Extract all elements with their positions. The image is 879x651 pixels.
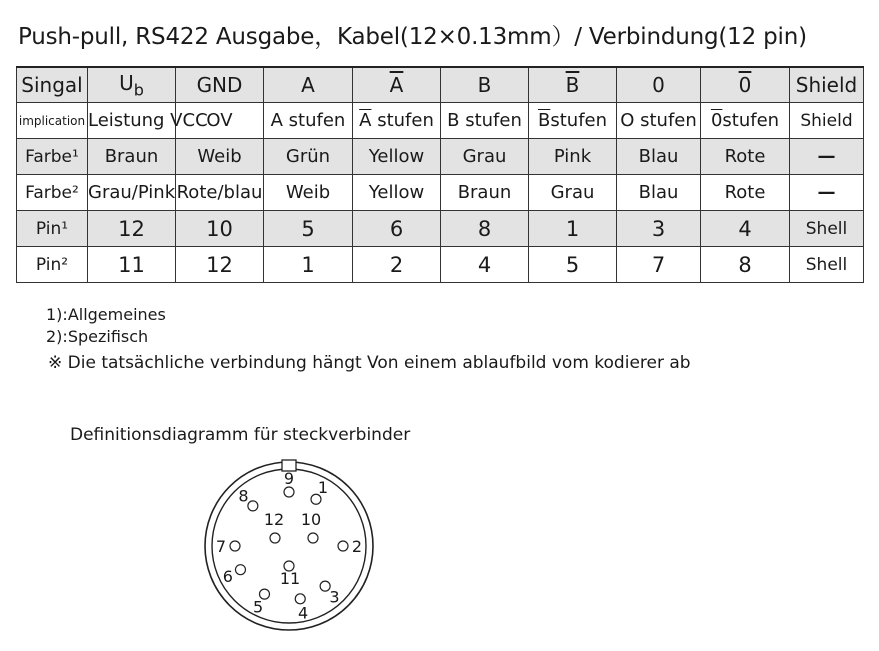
pin-12-label: 12	[263, 510, 285, 529]
farbe2-cell-6: Blau	[617, 175, 701, 211]
cell-text: B	[477, 73, 492, 97]
inverted-signal: $\overline{B}$	[565, 73, 580, 97]
implication-cell-2	[264, 103, 353, 139]
farbe2-cell-3: Yellow	[353, 175, 441, 211]
row-label-farbe1: Farbe¹	[17, 139, 88, 175]
row-label-pin1: Pin¹	[17, 211, 88, 247]
farbe2-cell-5: Grau	[529, 175, 617, 211]
page-title: Push-pull, RS422 Ausgabe，Kabel(12×0.13mm）/ Verbindung(12 pin)	[18, 24, 807, 50]
implication-cell-7	[701, 103, 790, 139]
farbe1-cell-1: Weib	[176, 139, 264, 175]
header-cell-6	[617, 67, 701, 103]
pin1-cell-1: 10	[176, 211, 264, 247]
pin-9-label: 9	[283, 469, 295, 488]
pin2-cell-5: 5	[529, 247, 617, 283]
cell-text: Shield	[800, 110, 853, 131]
cell-text: 0	[652, 73, 665, 97]
pin-8-contact	[248, 501, 258, 511]
farbe1-cell-3: Yellow	[353, 139, 441, 175]
implication-cell-5	[529, 103, 617, 139]
pin-8-label: 8	[238, 486, 249, 506]
connector-pins	[216, 469, 362, 623]
pin-6-label: 6	[222, 566, 233, 586]
pin1-cell-6: 3	[617, 211, 701, 247]
pin2-cell-2: 1	[264, 247, 353, 283]
implication-cell-8	[790, 103, 864, 139]
row-label-pin2: Pin²	[17, 247, 88, 283]
header-cell-4	[441, 67, 529, 103]
pin-9-contact	[284, 487, 294, 497]
farbe1-cell-2: Grün	[264, 139, 353, 175]
farbe1-cell-4: Grau	[441, 139, 529, 175]
pin1-cell-8: Shell	[790, 211, 864, 247]
row-label-farbe2: Farbe²	[17, 175, 88, 211]
diagram-title: Definitionsdiagramm für steckverbinder	[70, 425, 411, 445]
farbe1-cell-5: Pink	[529, 139, 617, 175]
header-cell-7	[701, 67, 790, 103]
farbe1-cell-8: —	[790, 139, 864, 175]
cell-text: Shield	[795, 73, 858, 97]
pin-6-contact	[235, 565, 245, 575]
note-spezifisch: 2):Spezifisch	[46, 327, 149, 346]
pin-2-label: 2	[351, 537, 363, 556]
pin-4-contact	[295, 594, 305, 604]
pin2-cell-3: 2	[353, 247, 441, 283]
pin1-cell-4: 8	[441, 211, 529, 247]
note-allgemeines: 1):Allgemeines	[46, 305, 166, 324]
header-cell-0	[88, 67, 176, 103]
connector-diagram	[200, 455, 390, 645]
implication-cell-0	[88, 103, 208, 139]
cell-text: GND	[196, 73, 243, 97]
implication-cell-6	[617, 103, 701, 139]
pin-11-label: 11	[279, 569, 301, 588]
pin2-cell-7: 8	[701, 247, 790, 283]
cell-text: stufen	[371, 110, 434, 131]
inverted-signal: $\overline{B}$	[537, 110, 551, 131]
signal-symbol: U	[119, 70, 134, 95]
pin-5-label: 5	[253, 597, 264, 617]
pin2-cell-1: 12	[176, 247, 264, 283]
inverted-signal: $\overline{A}$	[389, 73, 404, 97]
pin1-cell-3: 6	[353, 211, 441, 247]
pin2-cell-8: Shell	[790, 247, 864, 283]
footnotes	[46, 304, 691, 374]
farbe1-cell-0: Braun	[88, 139, 176, 175]
header-cell-3	[353, 67, 441, 103]
farbe1-cell-7: Rote	[701, 139, 790, 175]
pin-7-label: 7	[215, 537, 227, 556]
pin1-cell-5: 1	[529, 211, 617, 247]
pin-assignment-table	[16, 66, 864, 283]
inverted-signal: 0	[710, 110, 723, 131]
implication-cell-3	[353, 103, 441, 139]
pin-2-contact	[338, 541, 348, 551]
implication-cell-4	[441, 103, 529, 139]
header-cell-1	[176, 67, 264, 103]
pin-10-label: 10	[300, 510, 322, 529]
farbe2-cell-2: Weib	[264, 175, 353, 211]
pin1-cell-0: 12	[88, 211, 176, 247]
pin1-cell-2: 5	[264, 211, 353, 247]
pin-7-contact	[230, 541, 240, 551]
farbe2-cell-8: —	[790, 175, 864, 211]
farbe2-cell-0: Grau/Pink	[88, 175, 176, 211]
cell-text: B stufen	[447, 110, 522, 131]
row-farbe2	[17, 175, 864, 211]
pin2-cell-0: 11	[88, 247, 176, 283]
cell-text: Leistung VCC	[88, 110, 208, 131]
row-pin1	[17, 211, 864, 247]
pin-10-contact	[308, 533, 318, 543]
row-implication	[17, 103, 864, 139]
row-label-header: Singal	[17, 67, 88, 103]
farbe2-cell-7: Rote	[701, 175, 790, 211]
cell-text: A	[301, 73, 315, 97]
header-cell-5	[529, 67, 617, 103]
note-connection-disclaimer: ※ Die tatsächliche verbindung hängt Von einem ablaufbild vom kodierer ab	[48, 353, 691, 373]
cell-text: stufen	[550, 110, 608, 131]
row-pin2	[17, 247, 864, 283]
cell-text: A stufen	[270, 110, 346, 131]
pin-1-label: 1	[317, 478, 329, 498]
header-cell-2	[264, 67, 353, 103]
inverted-signal: 0	[738, 73, 752, 97]
pin2-cell-4: 4	[441, 247, 529, 283]
farbe1-cell-6: Blau	[617, 139, 701, 175]
pin-12-contact	[270, 533, 280, 543]
header-cell-8	[790, 67, 864, 103]
signal-subscript: b	[133, 80, 144, 100]
row-farbe1	[17, 139, 864, 175]
pin1-cell-7: 4	[701, 211, 790, 247]
pin-3-label: 3	[329, 587, 340, 607]
pin-4-label: 4	[298, 603, 309, 623]
inverted-signal: $\overline{A}$	[359, 110, 372, 131]
cell-text: stufen	[722, 110, 780, 131]
cell-text: O stufen	[620, 110, 697, 131]
row-label-implication: implication	[17, 103, 88, 139]
farbe2-cell-4: Braun	[441, 175, 529, 211]
row-signal	[17, 67, 864, 103]
cell-text: OV	[206, 110, 233, 131]
farbe2-cell-1: Rote/blau	[176, 175, 264, 211]
pin2-cell-6: 7	[617, 247, 701, 283]
